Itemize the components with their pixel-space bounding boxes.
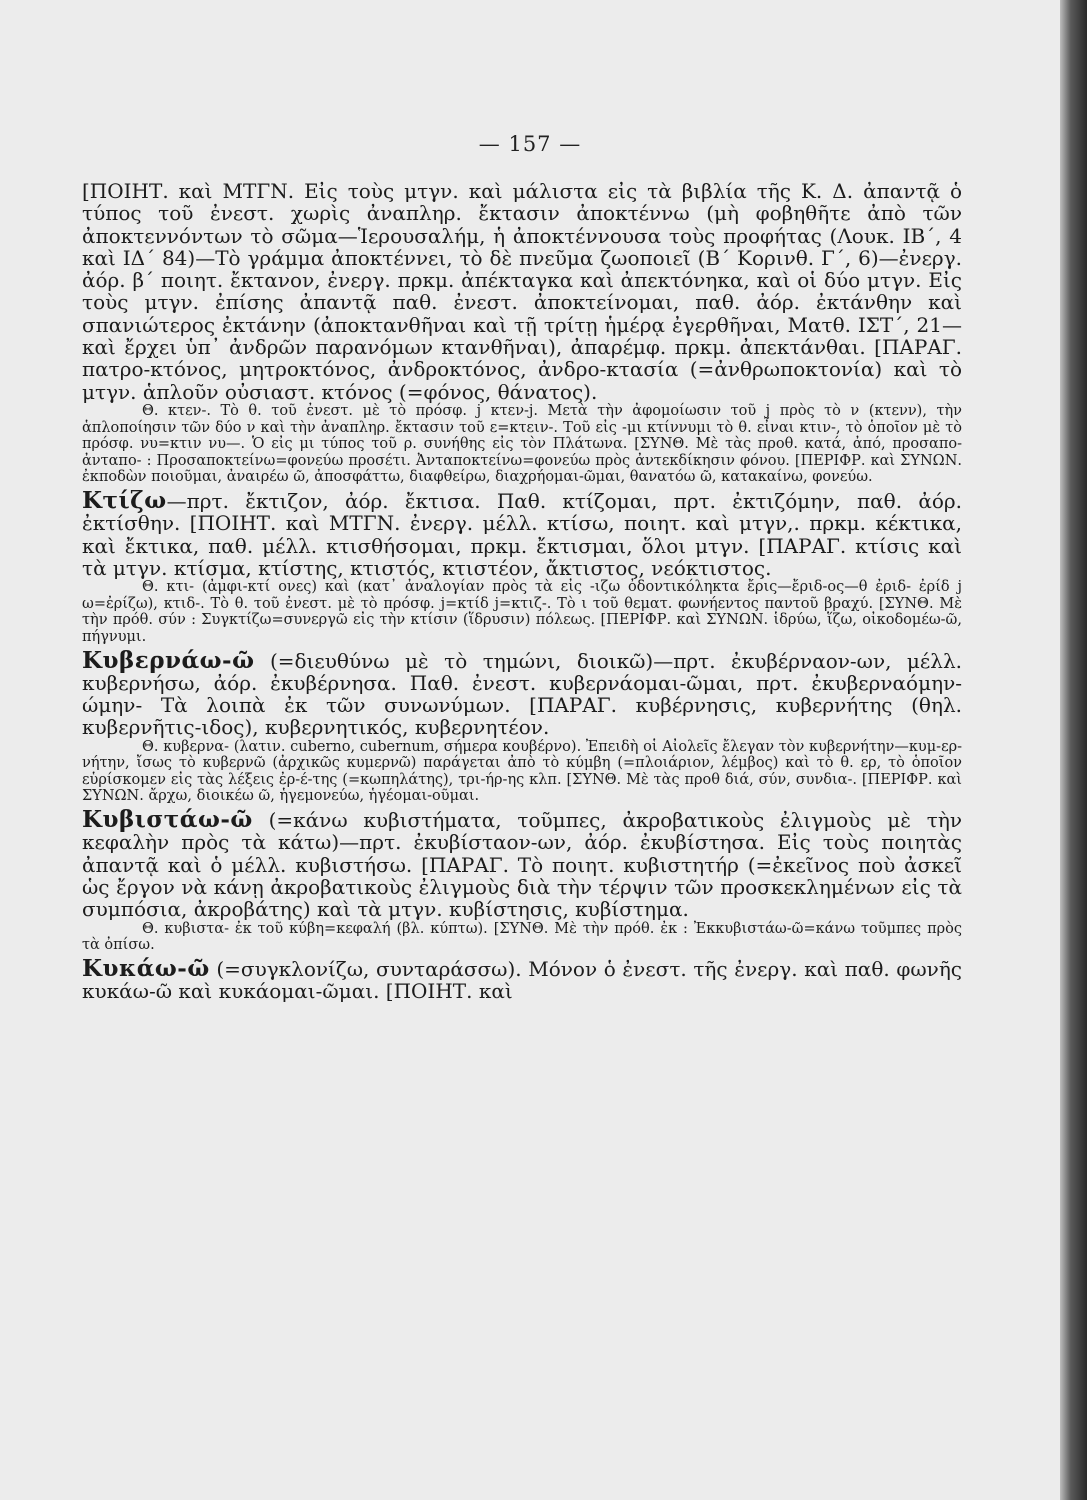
dictionary-entry bbox=[82, 806, 962, 922]
etymology-note: Θ. κυβιστα- ἐκ τοῦ κύβη=κεφαλή (βλ. κύπτω). [ΣΥΝΘ. Μὲ τὴν πρόθ. ἐκ : Ἐκκυβιστάω-ῶ=κάνω τοῦμπες πρὸς τὰ ὀπίσω. bbox=[82, 920, 962, 954]
main-paragraph: [ΠΟΙΗΤ. καὶ ΜΤΓΝ. Εἰς τοὺς μτγν. καὶ μάλιστα εἰς τὰ βιβλία τῆς Κ. Δ. ἀπαντᾷ ὁ τύπος τοῦ ἐνεστ. χωρὶς ἀναπληρ. ἔκτασιν ἀποκτέννω (μὴ φοβηθῆτε ἀπὸ τῶν ἀποκτεννόντων τὸ σῶμα—Ἱερουσαλήμ, ἡ ἀποκτέννουσα τοὺς προφήτας (Λουκ. ΙΒ΄, 4 καὶ ΙΔ΄ 84)—Τὸ γράμμα ἀποκτέννει, τὸ δὲ πνεῦμα ζωοποιεῖ (Β΄ Κορινθ. Γ΄, 6)—ἐνεργ. ἀόρ. β΄ ποιητ. ἔκτανον, ἐνεργ. πρκμ. ἀπέκταγκα καὶ ἀπεκτόνηκα, καὶ οἱ δύο μτγν. Εἰς τοὺς μτγν. ἐπίσης ἀπαντᾷ παθ. ἐνεστ. ἀποκτείνομαι, παθ. ἀόρ. ἐκτάνθην καὶ σπανιώτερος ἐκτάνην (ἀποκτανθῆναι καὶ τῇ τρίτῃ ἡμέρᾳ ἐγερθῆναι, Ματθ. ΙΣΤ΄, 21—καὶ ἔρχει ὑπ᾿ ἀνδρῶν παρανόμων κτανθῆναι), ἀπαρέμφ. πρκμ. ἀπεκτάνθαι. [ΠΑΡΑΓ. πατρο-κτόνος, μητροκτόνος, ἀνδροκτόνος, ἀνδρο-κτασία (=ἀνθρωποκτονία) καὶ τὸ μτγν. ἁπλοῦν οὐσιαστ. κτόνος (=φόνος, θάνατος). bbox=[82, 179, 962, 404]
page-edge-shadow bbox=[1060, 0, 1087, 1500]
dictionary-entry bbox=[82, 954, 962, 1004]
entry-body: —πρτ. ἔκτιζον, ἀόρ. ἔκτισα. Παθ. κτίζομαι, πρτ. ἐκτιζόμην, παθ. ἀόρ. ἐκτίσθην. [ΠΟΙΗΤ. καὶ ΜΤΓΝ. ἐνεργ. μέλλ. κτίσω, ποιητ. καὶ μτγν,. πρκμ. κέκτικα, καὶ ἔκτικα, παθ. μέλλ. κτισθήσομαι, πρκμ. ἔκτισμαι, ὅλοι μτγν. [ΠΑΡΑΓ. κτίσις καὶ τὰ μτγν. κτίσμα, κτίστης, κτιστός, κτιστέον, ἄκτιστος, νεόκτιστος. bbox=[82, 488, 962, 580]
entry-body: (=κάνω κυβιστήματα, τοῦμπες, ἀκροβατικοὺς ἐλιγμοὺς μὲ τὴν κεφαλὴν πρὸς τὰ κάτω)—πρτ. ἐκυβίσταον-ων, ἀόρ. ἐκυβίστησα. Εἰς τοὺς ποιητὰς ἀπαντᾷ καὶ ὁ μέλλ. κυβιστήσω. [ΠΑΡΑΓ. Τὸ ποιητ. κυβιστητήρ (=ἐκεῖνος ποὺ ἀσκεῖ ὡς ἔργον νὰ κάνῃ ἀκροβατικοὺς ἐλιγμοὺς διὰ τὴν τέρψιν τῶν προσκεκλημένων εἰς τὰ συμπόσια, ἀκροβάτης) καὶ τὰ μτγν. κυβίστησις, κυβίστημα. bbox=[82, 808, 962, 922]
headword: Κτίζω bbox=[82, 486, 167, 514]
headword: Κυβιστάω-ῶ bbox=[82, 806, 253, 834]
page-text bbox=[82, 180, 962, 1002]
entry-body: (=συγκλονίζω, συνταράσσω). Μόνον ὁ ἐνεστ. τῆς ἐνεργ. καὶ παθ. φωνῆς κυκάω-ῶ καὶ κυκάομαι-ῶμαι. [ΠΟΙΗΤ. καὶ bbox=[82, 956, 962, 1004]
headword: Κυκάω-ῶ bbox=[82, 954, 210, 982]
dictionary-entry bbox=[82, 486, 962, 580]
page-number: — 157 — bbox=[478, 132, 582, 156]
dictionary-entry bbox=[82, 646, 962, 740]
headword: Κυβερνάω-ῶ bbox=[82, 646, 255, 674]
etymology-note: Θ. κυβερνα- (λατιν. cuberno, cubernum, σήμερα κουβέρνο). Ἐπειδὴ οἱ Αἰολεῖς ἔλεγαν τὸν κυβερνήτην—κυμ-ερ-νήτην, ἴσως τὸ κυβερνῶ (ἀρχικῶς κυμερνῶ) παράγεται ἀπὸ τὸ κύμβη (=πλοιάριον, λέμβος) καὶ τὸ θ. ερ, τὸ ὁποῖον εὑρίσκομεν εἰς τὰς λέξεις ἐρ-έ-της (=κωπηλάτης), τρι-ήρ-ης κλπ. [ΣΥΝΘ. Μὲ τὰς προθ διά, σύν, συνδια-. [ΠΕΡΙΦΡ. καὶ ΣΥΝΩΝ. ἄρχω, διοικέω ῶ, ἡγεμονεύω, ἡγέομαι-οῦμαι. bbox=[82, 738, 962, 805]
etymology-note: Θ. κτεν-. Τὸ θ. τοῦ ἐνεστ. μὲ τὸ πρόσφ. j κτεν-j. Μετὰ τὴν ἀφομοίωσιν τοῦ j πρὸς τὸ ν (κτενν), τὴν ἁπλοποίησιν τῶν δύο ν καὶ τὴν ἀναπληρ. ἔκτασιν τοῦ ε=κτειν-. Τοῦ εἰς -μι κτίννυμι τὸ θ. εἶναι κτιν-, τὸ ὁποῖον μὲ τὸ πρόσφ. νυ=κτιν νυ—. Ὁ εἰς μι τύπος τοῦ ρ. συνήθης εἰς τὸν Πλάτωνα. [ΣΥΝΘ. Μὲ τὰς προθ. κατά, ἀπό, προσαπο- ἀνταπο- : Προσαποκτείνω=φονεύω προσέτι. Ἀνταποκτείνω=φονεύω πρὸς ἀντεκδίκησιν φόνου. [ΠΕΡΙΦΡ. καὶ ΣΥΝΩΝ. ἐκποδὼν ποιοῦμαι, ἀναιρέω ῶ, ἀποσφάττω, διαφθείρω, διαχρήομαι-ῶμαι, θανατόω ῶ, κατακαίνω, φονεύω. bbox=[82, 402, 962, 486]
entry-body: (=διευθύνω μὲ τὸ τημώνι, διοικῶ)—πρτ. ἐκυβέρναον-ων, μέλλ. κυβερνήσω, ἀόρ. ἐκυβέρνησα. Παθ. ἐνεστ. κυβερνάομαι-ῶμαι, πρτ. ἐκυβερναόμην-ώμην- Τὰ λοιπὰ ἐκ τῶν συνωνύμων. [ΠΑΡΑΓ. κυβέρνησις, κυβερνήτης (θηλ. κυβερνῆτις-ιδος), κυβερνητικός, κυβερνητέον. bbox=[82, 648, 962, 740]
etymology-note: Θ. κτι- (ἀμφι-κτί ονες) καὶ (κατ᾿ ἀναλογίαν πρὸς τὰ εἰς -ιζω ὀδοντικόληκτα ἔρις—ἔριδ-ος—θ ἐριδ- ἐρίδ j ω=ἐρίζω), κτιδ-. Τὸ θ. τοῦ ἐνεστ. μὲ τὸ πρόσφ. j=κτίδ j=κτιζ-. Τὸ ι τοῦ θεματ. φωνήεντος παντοῦ βραχύ. [ΣΥΝΘ. Μὲ τὴν πρόθ. σύν : Συγκτίζω=συνεργῶ εἰς τὴν κτίσιν (ἵδρυσιν) πόλεως. [ΠΕΡΙΦΡ. καὶ ΣΥΝΩΝ. ἱδρύω, ἵζω, οἰκοδομέω-ῶ, πήγνυμι. bbox=[82, 579, 962, 645]
